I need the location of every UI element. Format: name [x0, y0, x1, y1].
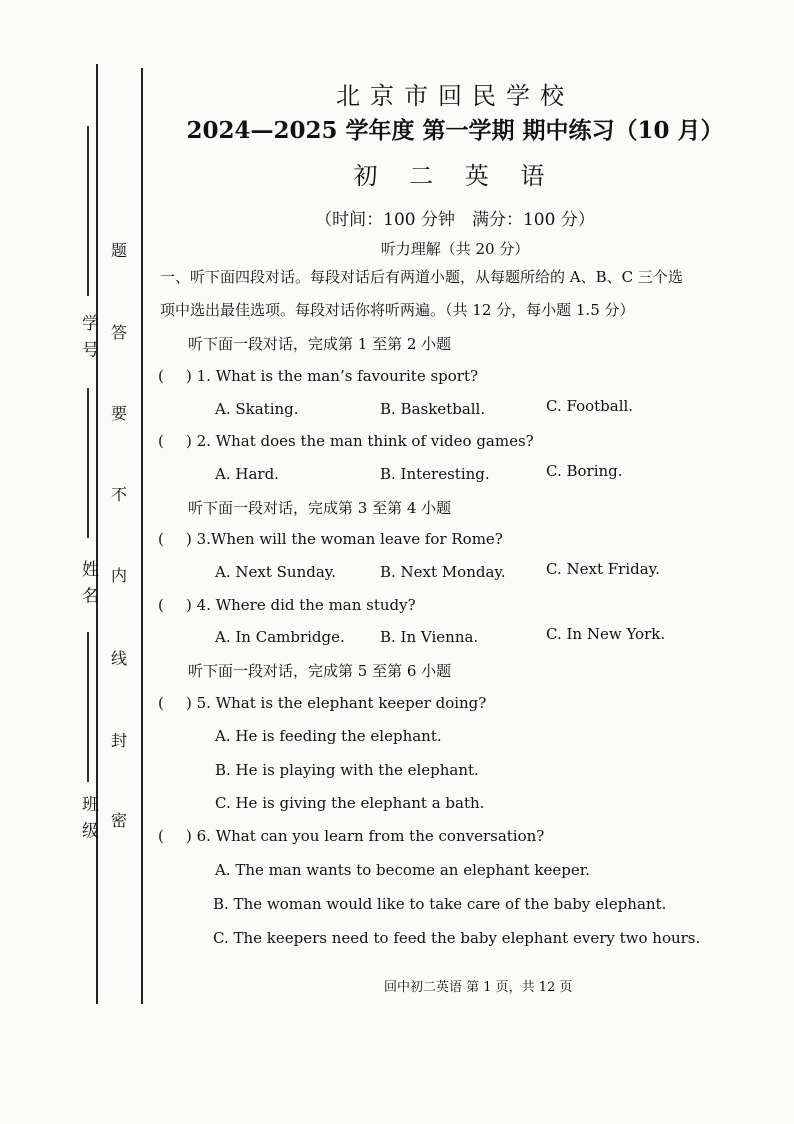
student-name-label: 姓 名 — [78, 560, 98, 606]
seal-char-5: 不 — [111, 485, 128, 504]
page-footer: 回中初二英语 第 1 页，共 12 页 — [384, 980, 573, 995]
seal-char-7: 答 — [111, 323, 128, 342]
q2-option-b[interactable]: B. Interesting. — [380, 465, 490, 483]
id-blank-line-lower[interactable] — [87, 388, 89, 538]
instruction-line-2: 项中选出最佳选项。每段对话你将听两遍。（共 12 分，每小题 1.5 分） — [160, 301, 635, 319]
question-4-stem: ) 4. Where did the man study? — [186, 596, 416, 614]
exam-term: 2024—2025 学年度 第一学期 期中练习（10 月） — [186, 117, 724, 144]
answer-paren-2[interactable]: ( — [158, 432, 164, 450]
seal-char-8: 题 — [111, 241, 128, 260]
question-3-stem: ) 3.When will the woman leave for Rome? — [186, 530, 503, 548]
q1-option-b[interactable]: B. Basketball. — [380, 400, 486, 418]
q1-option-a[interactable]: A. Skating. — [215, 400, 299, 418]
student-id-label: 学 号 — [78, 314, 98, 360]
seal-char-1: 密 — [111, 811, 128, 830]
q3-option-c[interactable]: C. Next Friday. — [546, 560, 660, 578]
answer-paren-4[interactable]: ( — [158, 596, 164, 614]
dialog-prompt-2: 听下面一段对话，完成第 3 至第 4 小题 — [188, 499, 452, 517]
q3-option-b[interactable]: B. Next Monday. — [380, 563, 506, 581]
q4-option-b[interactable]: B. In Vienna. — [380, 628, 479, 646]
answer-paren-5[interactable]: ( — [158, 694, 164, 712]
subject-title: 初 二 英 语 — [353, 162, 557, 190]
seal-char-3: 线 — [111, 649, 128, 668]
q3-option-a[interactable]: A. Next Sunday. — [215, 563, 337, 581]
question-1-stem: ) 1. What is the man’s favourite sport? — [186, 367, 479, 385]
q5-option-b[interactable]: B. He is playing with the elephant. — [215, 761, 479, 779]
q2-option-c[interactable]: C. Boring. — [546, 462, 623, 480]
seal-char-2: 封 — [111, 731, 128, 750]
section-title: 听力理解（共 20 分） — [380, 240, 530, 258]
q1-option-c[interactable]: C. Football. — [546, 397, 634, 415]
q4-option-c[interactable]: C. In New York. — [546, 625, 666, 643]
question-5-stem: ) 5. What is the elephant keeper doing? — [186, 694, 487, 712]
id-blank-line[interactable] — [87, 126, 89, 296]
q4-option-a[interactable]: A. In Cambridge. — [215, 628, 345, 646]
question-2-stem: ) 2. What does the man think of video games? — [186, 432, 534, 450]
margin-line-left — [96, 64, 98, 1004]
instruction-line-1: 一、听下面四段对话。每段对话后有两道小题，从每题所给的 A、B、C 三个选 — [160, 268, 683, 286]
name-blank-line[interactable] — [87, 632, 89, 782]
q2-option-a[interactable]: A. Hard. — [215, 465, 279, 483]
q6-option-c[interactable]: C. The keepers need to feed the baby elephant every two hours. — [213, 929, 701, 947]
q6-option-b[interactable]: B. The woman would like to take care of the baby elephant. — [213, 895, 667, 913]
dialog-prompt-3: 听下面一段对话，完成第 5 至第 6 小题 — [188, 662, 452, 680]
question-6-stem: ) 6. What can you learn from the conversation? — [186, 827, 545, 845]
answer-paren-6[interactable]: ( — [158, 827, 164, 845]
q5-option-a[interactable]: A. He is feeding the elephant. — [215, 727, 442, 745]
class-label: 班 级 — [78, 795, 98, 841]
q6-option-a[interactable]: A. The man wants to become an elephant keeper. — [215, 861, 591, 879]
answer-paren-3[interactable]: ( — [158, 530, 164, 548]
dialog-prompt-1: 听下面一段对话，完成第 1 至第 2 小题 — [188, 335, 452, 353]
time-score: （时间：100 分钟 满分：100 分） — [315, 210, 595, 230]
seal-char-6: 要 — [111, 404, 128, 423]
seal-char-4: 内 — [111, 566, 128, 585]
q5-option-c[interactable]: C. He is giving the elephant a bath. — [215, 794, 485, 812]
answer-paren-1[interactable]: ( — [158, 367, 164, 385]
school-name: 北京市回民学校 — [336, 82, 574, 110]
